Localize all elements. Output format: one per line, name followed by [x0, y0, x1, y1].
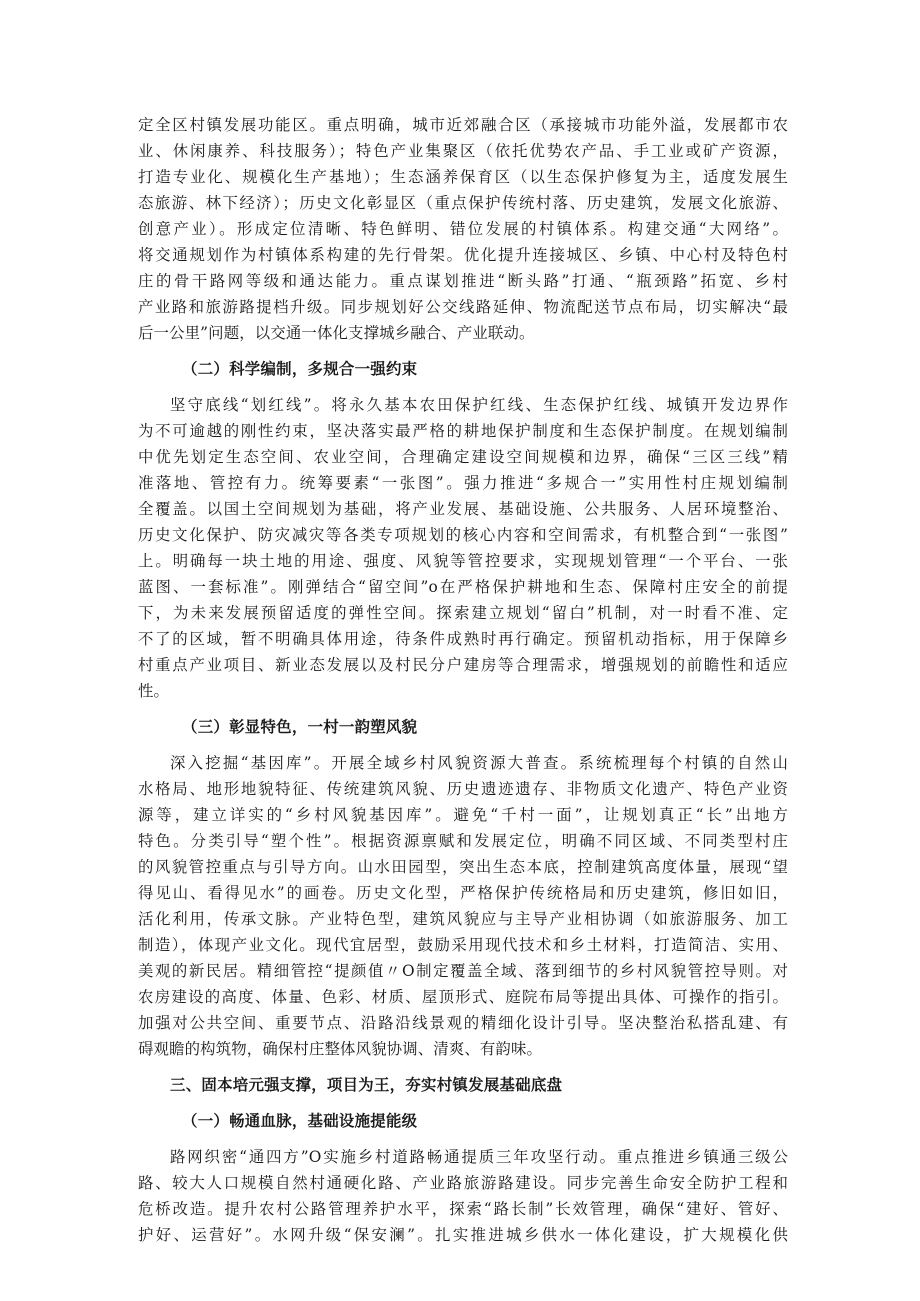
paragraph-line: 深入挖掘“基因库”。开展全域乡村风貌资源大普查。系统梳理每个村镇的自然山	[170, 754, 788, 772]
paragraph-line: 村重点产业项目、新业态发展以及村民分户建房等合理需求，增强规划的前瞻性和适应	[138, 656, 788, 674]
paragraph-line: 产业路和旅游路提档升级。同步规划好公交线路延伸、物流配送节点布局，切实解决“最	[138, 298, 788, 316]
paragraph-line: 特色。分类引导“塑个性”。根据资源禀赋和发展定位，明确不同区域、不同类型村庄	[138, 832, 788, 850]
part-heading: 三、固本培元强支撑，项目为王，夯实村镇发展基础底盘	[170, 1076, 563, 1094]
paragraph-line: 定全区村镇发展功能区。重点明确，城市近郊融合区（承接城市功能外溢，发展都市农	[138, 116, 788, 134]
paragraph-line: 得见山、看得见水”的画卷。历史文化型，严格保护传统格局和历史建筑，修旧如旧，	[138, 884, 788, 902]
paragraph-line: 打造专业化、规模化生产基地）；生态涵养保育区（以生态保护修复为主，适度发展生	[138, 168, 788, 186]
paragraph-line: 庄的骨干路网等级和通达能力。重点谋划推进“断头路”打通、“瓶颈路”拓宽、乡村	[138, 272, 788, 290]
paragraph-line: 蓝图、一套标准”。刚弹结合“留空间”o在严格保护耕地和生态、保障村庄安全的前提	[138, 578, 788, 596]
paragraph-line: 将交通规划作为村镇体系构建的先行骨架。优化提升连接城区、乡镇、中心村及特色村	[138, 246, 788, 264]
paragraph-line: 路、较大人口规模自然村通硬化路、产业路旅游路建设。同步完善生命安全防护工程和	[138, 1174, 788, 1192]
paragraph-line: 源等，建立详实的“乡村风貌基因库”。避免“千村一面”，让规划真正“长”出地方	[138, 806, 788, 824]
paragraph-line: 为不可逾越的刚性约束，坚决落实最严格的耕地保护制度和生态保护制度。在规划编制	[138, 422, 788, 440]
paragraph-line: 准落地、管控有力。统筹要素“一张图”。强力推进“多规合一”实用性村庄规划编制	[138, 474, 788, 492]
section-heading: （二）科学编制，多规合一强约束	[182, 360, 418, 378]
section-heading: （一）畅通血脉，基础设施提能级	[182, 1112, 418, 1130]
paragraph-line: 不了的区域，暂不明确具体用途，待条件成熟时再行确定。预留机动指标，用于保障乡	[138, 630, 788, 648]
paragraph-line: 性。	[138, 682, 170, 700]
paragraph-line: 制造），体现产业文化。现代宜居型，鼓励采用现代技术和乡土材料，打造简洁、实用、	[138, 936, 788, 954]
paragraph-line: 美观的新民居。精细管控“提颜值〃O制定覆盖全域、落到细节的乡村风貌管控导则。对	[138, 962, 788, 980]
paragraph-line: 农房建设的高度、体量、色彩、材质、屋顶形式、庭院布局等提出具体、可操作的指引。	[138, 988, 788, 1006]
paragraph-line: 的风貌管控重点与引导方向。山水田园型，突出生态本底，控制建筑高度体量，展现“望	[138, 858, 788, 876]
paragraph-line: 态旅游、林下经济）；历史文化彰显区（重点保护传统村落、历史建筑，发展文化旅游、	[138, 194, 788, 212]
paragraph-line: 路网织密“通四方”O实施乡村道路畅通提质三年攻坚行动。重点推进乡镇通三级公	[170, 1148, 788, 1166]
paragraph-line: 创意产业）。形成定位清晰、特色鲜明、错位发展的村镇体系。构建交通“大网络”。	[138, 220, 788, 238]
paragraph-line: 后一公里”问题，以交通一体化支撑城乡融合、产业联动。	[138, 324, 535, 342]
paragraph-line: 全覆盖。以国土空间规划为基础，将产业发展、基础设施、公共服务、人居环境整治、	[138, 500, 788, 518]
paragraph-line: 活化利用，传承文脉。产业特色型，建筑风貌应与主导产业相协调（如旅游服务、加工	[138, 910, 788, 928]
paragraph-line: 上。明确每一块土地的用途、强度、风貌等管控要求，实现规划管理“一个平台、一张	[138, 552, 788, 570]
paragraph-line: 下，为未来发展预留适度的弹性空间。探索建立规划“留白”机制，对一时看不准、定	[138, 604, 788, 622]
paragraph-line: 中优先划定生态空间、农业空间，合理确定建设空间规模和边界，确保“三区三线”精	[138, 448, 788, 466]
paragraph-line: 加强对公共空间、重要节点、沿路沿线景观的精细化设计引导。坚决整治私搭乱建、有	[138, 1014, 788, 1032]
paragraph-line: 碍观瞻的构筑物，确保村庄整体风貌协调、清爽、有韵味。	[138, 1040, 543, 1058]
paragraph-line: 历史文化保护、防灾减灾等各类专项规划的核心内容和空间需求，有机整合到“一张图”	[138, 526, 788, 544]
paragraph-line: 业、休闲康养、科技服务）；特色产业集聚区（依托优势农产品、手工业或矿产资源，	[138, 142, 788, 160]
section-heading: （三）彰显特色，一村一韵塑风貌	[182, 718, 418, 736]
paragraph-line: 水格局、地形地貌特征、传统建筑风貌、历史遗迹遗存、非物质文化遗产、特色产业资	[138, 780, 788, 798]
paragraph-line: 坚守底线“划红线”。将永久基本农田保护红线、生态保护红线、城镇开发边界作	[170, 396, 788, 414]
paragraph-line: 危桥改造。提升农村公路管理养护水平，探索“路长制”长效管理，确保“建好、管好、	[138, 1200, 788, 1218]
paragraph-line: 护好、运营好”。水网升级“保安澜”。扎实推进城乡供水一体化建设，扩大规模化供	[138, 1226, 788, 1244]
